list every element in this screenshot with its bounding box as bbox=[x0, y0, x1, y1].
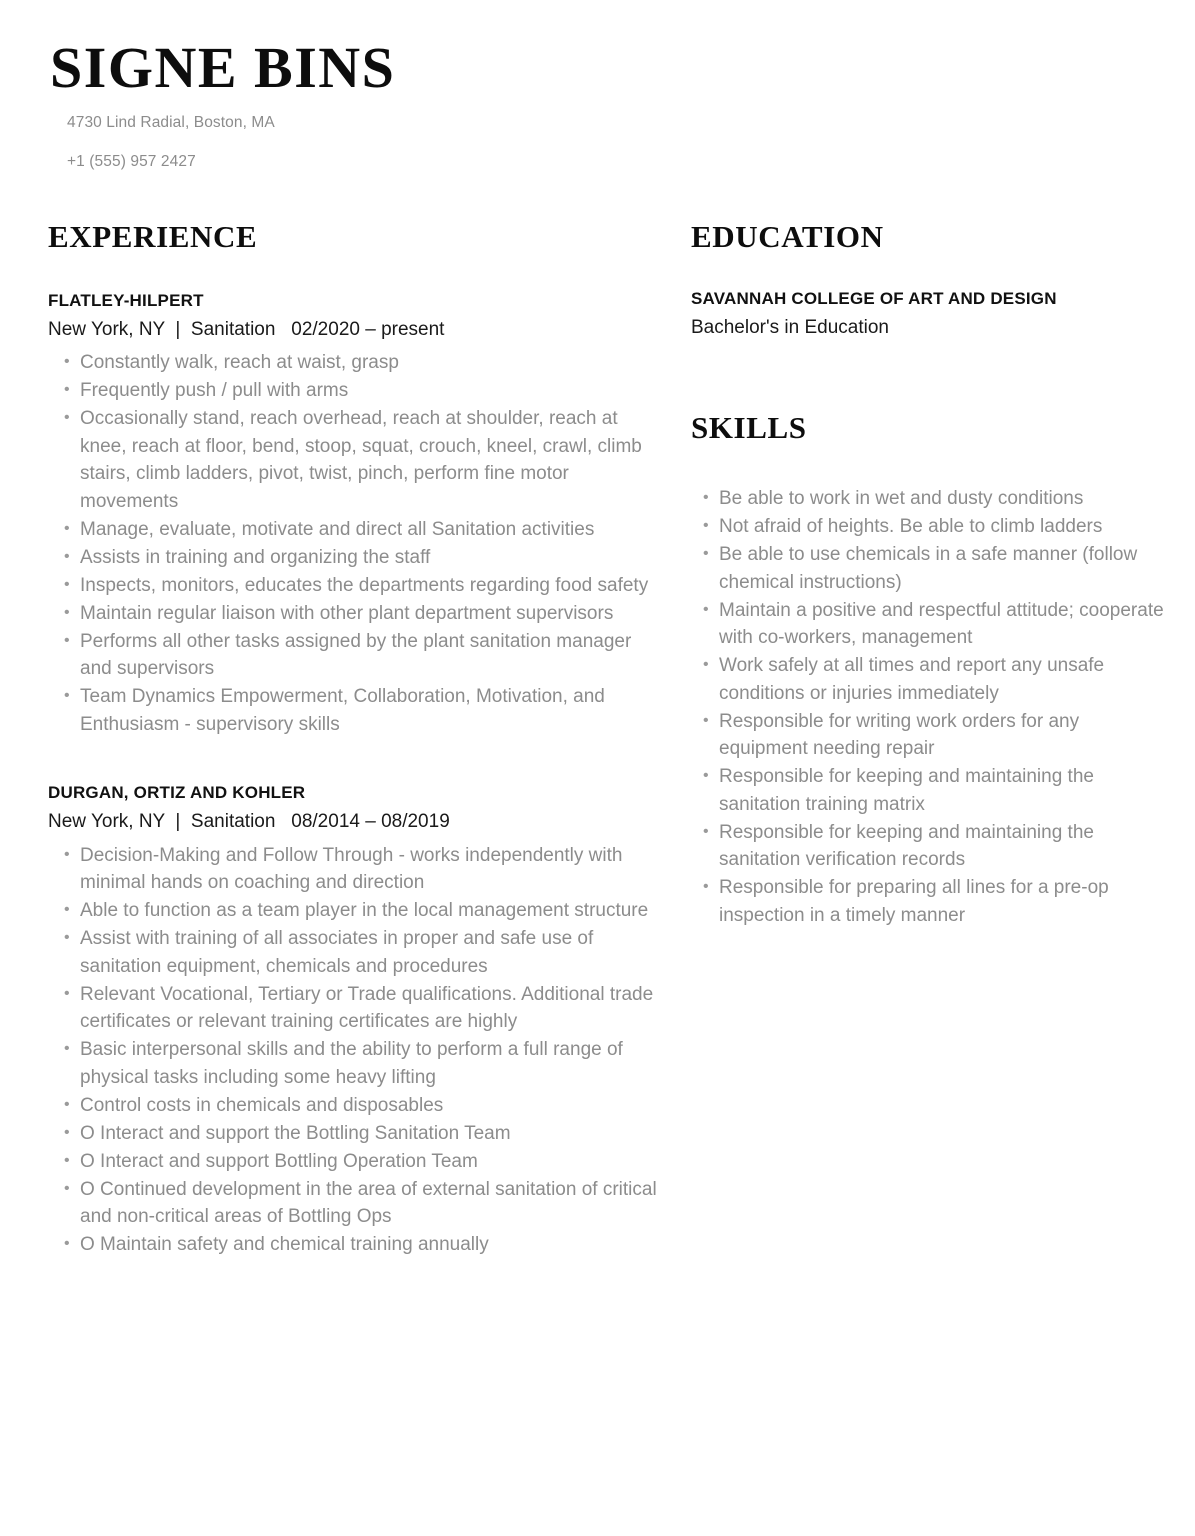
skills-section-title: SKILLS bbox=[691, 410, 807, 446]
skills-section bbox=[691, 411, 1165, 929]
experience-bullet-list bbox=[48, 842, 658, 1259]
list-item: • Responsible for keeping and maintaining the sanitation verification records bbox=[691, 819, 1165, 874]
list-item: • Inspects, monitors, educates the departments regarding food safety bbox=[48, 572, 658, 600]
contact-address: 4730 Lind Radial, Boston, MA bbox=[67, 113, 275, 131]
experience-section bbox=[48, 220, 658, 1259]
list-item: • O Interact and support the Bottling Sanitation Team bbox=[48, 1120, 658, 1148]
list-item: • Responsible for keeping and maintaining the sanitation training matrix bbox=[691, 763, 1165, 818]
list-item: • Frequently push / pull with arms bbox=[48, 377, 658, 405]
list-item: • Work safely at all times and report any unsafe conditions or injuries immediately bbox=[691, 652, 1165, 707]
candidate-name: SIGNE BINS bbox=[50, 35, 396, 100]
experience-meta: New York, NY | Sanitation 02/2020 – present bbox=[48, 318, 445, 340]
experience-meta: New York, NY | Sanitation 08/2014 – 08/2019 bbox=[48, 811, 450, 833]
list-item: • Control costs in chemicals and disposables bbox=[48, 1092, 658, 1120]
education-organization: SAVANNAH COLLEGE OF ART AND DESIGN bbox=[691, 288, 1057, 308]
contact-phone: +1 (555) 957 2427 bbox=[67, 153, 196, 171]
resume-body bbox=[0, 220, 1195, 1260]
skills-bullet-list bbox=[691, 485, 1165, 929]
list-item: • Manage, evaluate, motivate and direct all Sanitation activities bbox=[48, 516, 658, 544]
list-item: • Team Dynamics Empowerment, Collaboration, Motivation, and Enthusiasm - supervisory skills bbox=[48, 683, 658, 738]
list-item: • Able to function as a team player in the local management structure bbox=[48, 897, 658, 925]
education-entry bbox=[691, 288, 1165, 342]
list-item: • Occasionally stand, reach overhead, reach at shoulder, reach at knee, reach at floor, bend, stoop, squat, crouch, kneel, crawl, climb stairs, climb ladders, pivot, twist, pinch, perform fine motor movements bbox=[48, 405, 658, 515]
list-item: • O Interact and support Bottling Operation Team bbox=[48, 1148, 658, 1176]
list-item: • O Maintain safety and chemical training annually bbox=[48, 1231, 658, 1259]
experience-organization: FLATLEY-HILPERT bbox=[48, 290, 204, 310]
list-item: • Responsible for writing work orders for any equipment needing repair bbox=[691, 708, 1165, 763]
list-item: • Responsible for preparing all lines for a pre-op inspection in a timely manner bbox=[691, 874, 1165, 929]
experience-section-title: EXPERIENCE bbox=[48, 218, 258, 254]
list-item: • Assists in training and organizing the staff bbox=[48, 544, 658, 572]
list-item: • Assist with training of all associates in proper and safe use of sanitation equipment, chemicals and procedures bbox=[48, 925, 658, 980]
list-item: • Maintain regular liaison with other plant department supervisors bbox=[48, 600, 658, 628]
list-item: • Constantly walk, reach at waist, grasp bbox=[48, 349, 658, 377]
list-item: • Performs all other tasks assigned by the plant sanitation manager and supervisors bbox=[48, 628, 658, 683]
list-item: • Relevant Vocational, Tertiary or Trade qualifications. Additional trade certificates or relevant training certificates are highly bbox=[48, 981, 658, 1036]
list-item: • Maintain a positive and respectful attitude; cooperate with co-workers, management bbox=[691, 597, 1165, 652]
experience-entry bbox=[48, 290, 658, 739]
list-item: • Be able to work in wet and dusty conditions bbox=[691, 485, 1165, 513]
education-degree: Bachelor's in Education bbox=[691, 316, 889, 338]
education-section-title: EDUCATION bbox=[691, 218, 884, 254]
list-item: • O Continued development in the area of external sanitation of critical and non-critical areas of Bottling Ops bbox=[48, 1176, 658, 1231]
list-item: • Be able to use chemicals in a safe manner (follow chemical instructions) bbox=[691, 541, 1165, 596]
list-item: • Decision-Making and Follow Through - works independently with minimal hands on coaching and direction bbox=[48, 842, 658, 897]
education-section bbox=[691, 220, 1165, 342]
resume-header bbox=[0, 0, 1195, 172]
experience-bullet-list bbox=[48, 349, 658, 738]
experience-organization: DURGAN, ORTIZ AND KOHLER bbox=[48, 783, 306, 803]
list-item: • Basic interpersonal skills and the ability to perform a full range of physical tasks including some heavy lifting bbox=[48, 1036, 658, 1091]
experience-entry bbox=[48, 782, 658, 1259]
education-skills-column bbox=[668, 220, 1165, 930]
list-item: • Not afraid of heights. Be able to climb ladders bbox=[691, 513, 1165, 541]
experience-column bbox=[48, 220, 668, 1260]
contact-info bbox=[48, 113, 1147, 172]
